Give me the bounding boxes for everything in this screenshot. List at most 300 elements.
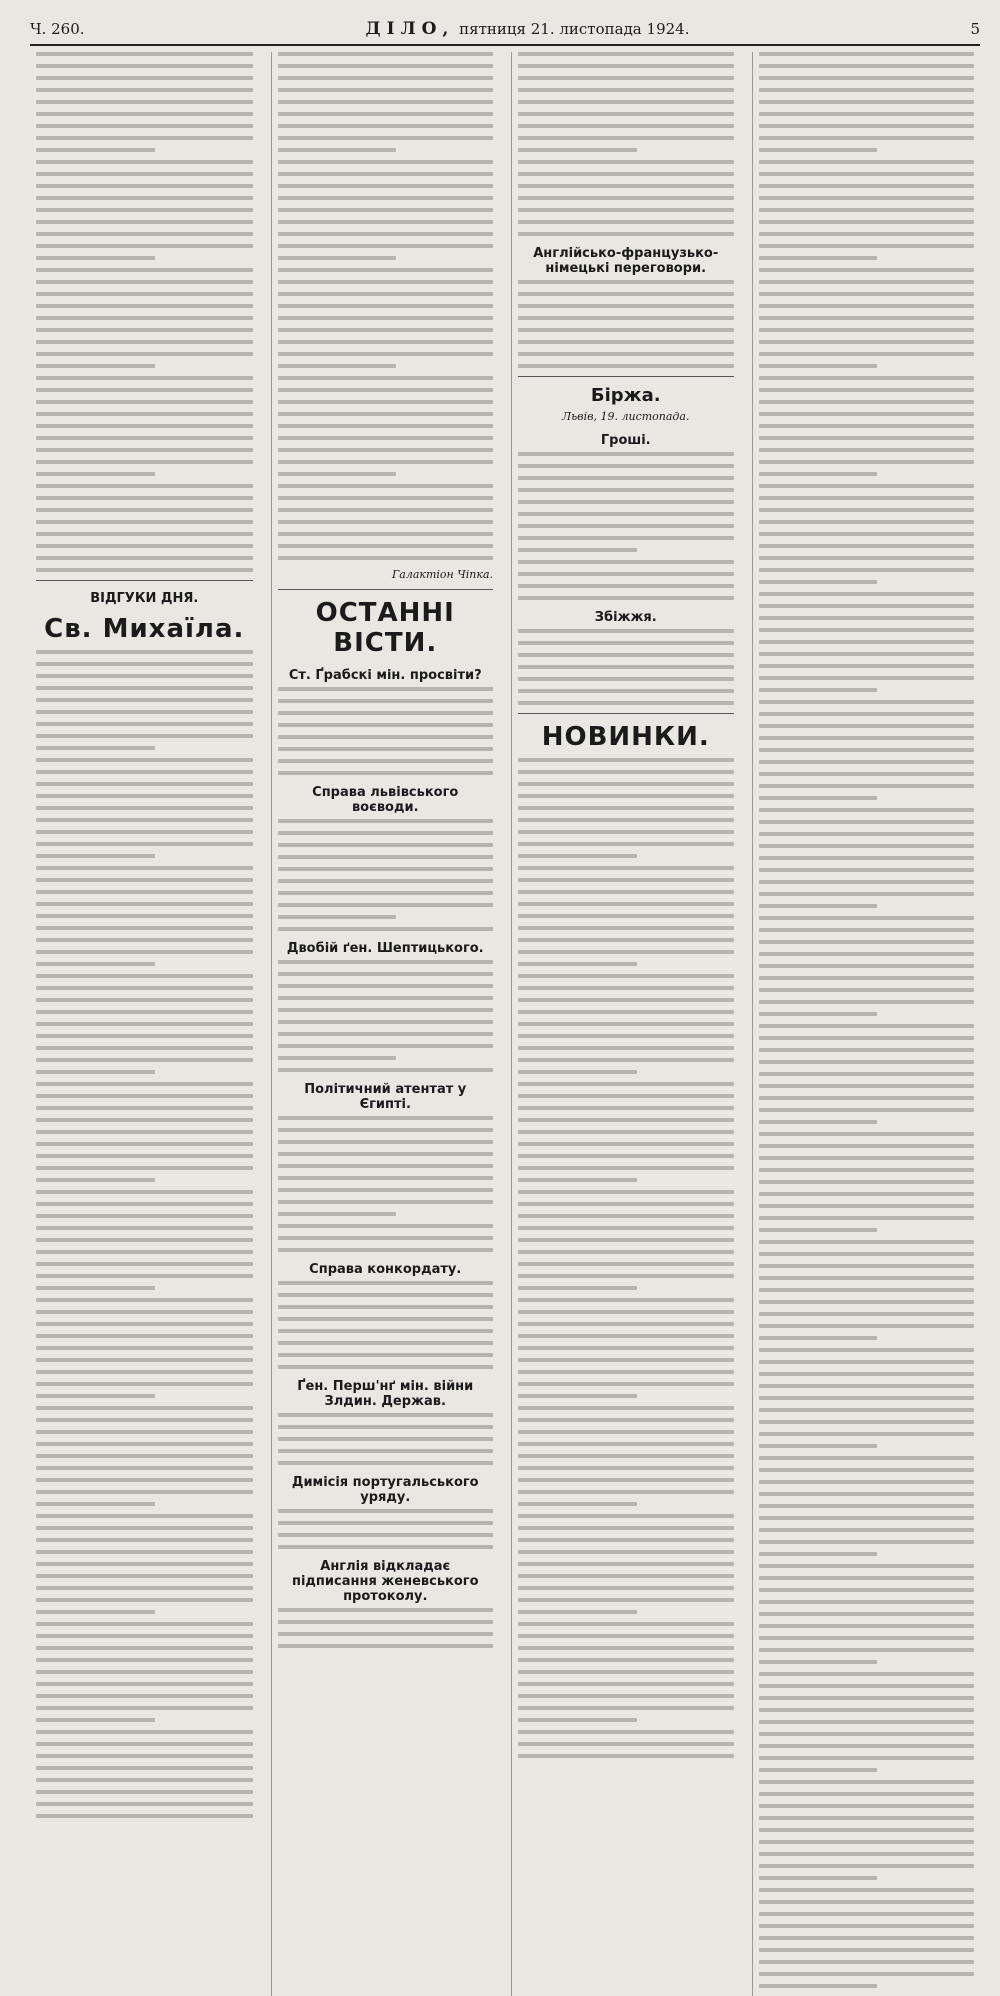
text-line: [518, 1166, 734, 1170]
text-line: [518, 1202, 734, 1206]
text-line: [759, 1468, 975, 1472]
text-line: [278, 1533, 494, 1537]
text-line: [518, 208, 734, 212]
text-line: [518, 1574, 734, 1578]
text-line: [518, 677, 734, 681]
text-line: [759, 748, 975, 752]
text-line: [278, 448, 494, 452]
text-line: [759, 1672, 975, 1676]
text-line: [759, 820, 975, 824]
text-line: [36, 292, 253, 296]
text-line: [518, 842, 734, 846]
text-line: [36, 1298, 253, 1302]
text-line: [759, 1528, 975, 1532]
text-line: [36, 1226, 253, 1230]
text-line: [278, 1353, 494, 1357]
text-line: [759, 1972, 975, 1976]
text-line: [759, 1876, 878, 1880]
text-line: [278, 484, 494, 488]
text-line: [518, 1478, 734, 1482]
text-line: [518, 1454, 734, 1458]
text-line: [36, 1550, 253, 1554]
text-line: [518, 782, 734, 786]
text-line: [36, 794, 253, 798]
text-line: [759, 1900, 975, 1904]
text-line: [759, 1564, 975, 1568]
text-line: [278, 1341, 494, 1345]
text-line: [36, 1682, 253, 1686]
text-line: [759, 1060, 975, 1064]
text-line: [518, 1406, 734, 1410]
section-heading: НОВИНКИ.: [541, 722, 710, 752]
text-line: [278, 112, 494, 116]
text-line: [518, 1310, 734, 1314]
text-line: [278, 1224, 494, 1228]
text-line: [278, 196, 494, 200]
text-line: [278, 1425, 494, 1429]
article-body: [278, 960, 494, 1072]
text-line: [759, 64, 975, 68]
text-line: [278, 1008, 494, 1012]
sub-heading: Збіжжя.: [594, 610, 657, 625]
text-line: [759, 892, 975, 896]
text-line: [759, 280, 975, 284]
text-line: [759, 1300, 975, 1304]
text-line: [518, 64, 734, 68]
text-line: [36, 184, 253, 188]
text-line: [278, 1449, 494, 1453]
text-line: [36, 1790, 253, 1794]
text-line: [759, 472, 878, 476]
text-line: [278, 915, 397, 919]
text-line: [36, 1718, 155, 1722]
text-line: [36, 722, 253, 726]
text-line: [36, 1262, 253, 1266]
text-line: [759, 988, 975, 992]
text-line: [518, 88, 734, 92]
text-line: [518, 653, 734, 657]
text-line: [278, 352, 494, 356]
text-line: [759, 1120, 878, 1124]
text-line: [759, 1828, 975, 1832]
text-line: [518, 512, 734, 516]
text-line: [36, 1730, 253, 1734]
text-line: [759, 1456, 975, 1460]
text-line: [759, 1576, 975, 1580]
text-line: [36, 448, 253, 452]
text-line: [759, 328, 975, 332]
section-heading: ОСТАННІ ВІСТИ.: [315, 598, 455, 658]
text-line: [759, 1168, 975, 1172]
text-line: [759, 412, 975, 416]
text-line: [36, 304, 253, 308]
text-line: [518, 304, 734, 308]
text-line: [278, 148, 397, 152]
text-line: [759, 1624, 975, 1628]
text-line: [759, 760, 975, 764]
article-body: [278, 1413, 494, 1465]
text-line: [278, 1176, 494, 1180]
text-line: [36, 1754, 253, 1758]
text-line: [759, 1504, 975, 1508]
text-line: [759, 340, 975, 344]
text-line: [278, 1068, 494, 1072]
text-line: [518, 866, 734, 870]
text-line: [518, 1634, 734, 1638]
text-line: [278, 1545, 494, 1549]
text-line: [36, 1418, 253, 1422]
text-line: [759, 424, 975, 428]
text-line: [518, 584, 734, 588]
text-line: [36, 902, 253, 906]
text-line: [759, 1048, 975, 1052]
text-line: [759, 1036, 975, 1040]
article-body: [278, 819, 494, 931]
text-line: [518, 962, 637, 966]
article-heading: Англійсько-французько-німецькі переговори.: [533, 246, 719, 276]
text-line: [759, 1360, 975, 1364]
text-line: [518, 1022, 734, 1026]
text-line: [759, 1600, 975, 1604]
text-line: [36, 890, 253, 894]
text-line: [278, 520, 494, 524]
text-line: [518, 701, 734, 705]
text-line: [278, 532, 494, 536]
text-line: [759, 76, 975, 80]
article-body: [518, 52, 734, 236]
text-line: [759, 676, 975, 680]
text-line: [518, 452, 734, 456]
article-body: [518, 452, 734, 600]
text-line: [36, 1394, 155, 1398]
text-line: [278, 867, 494, 871]
text-line: [518, 1034, 734, 1038]
text-line: [36, 1046, 253, 1050]
text-line: [759, 628, 975, 632]
text-line: [518, 364, 734, 368]
article-body: [518, 280, 734, 368]
text-line: [36, 1598, 253, 1602]
text-line: [278, 996, 494, 1000]
text-line: [278, 960, 494, 964]
article-body: [278, 52, 494, 560]
text-line: [518, 1514, 734, 1518]
text-line: [278, 1140, 494, 1144]
text-line: [36, 136, 253, 140]
text-line: [518, 1082, 734, 1086]
text-line: [36, 746, 155, 750]
text-line: [518, 76, 734, 80]
text-line: [36, 1130, 253, 1134]
signature: Галактіон Чіпка.: [391, 568, 493, 581]
text-line: [759, 916, 975, 920]
text-line: [278, 855, 494, 859]
text-line: [759, 88, 975, 92]
text-line: [278, 1305, 494, 1309]
text-line: [759, 520, 975, 524]
text-line: [278, 304, 494, 308]
text-line: [278, 819, 494, 823]
text-line: [759, 1396, 975, 1400]
article-body: [278, 1509, 494, 1549]
text-line: [518, 1058, 734, 1062]
text-line: [518, 1118, 734, 1122]
text-line: [36, 1814, 253, 1818]
text-line: [278, 927, 494, 931]
text-line: [36, 1742, 253, 1746]
text-line: [518, 1598, 734, 1602]
text-line: [278, 903, 494, 907]
text-line: [759, 1348, 975, 1352]
text-line: [518, 1562, 734, 1566]
text-line: [36, 1106, 253, 1110]
text-line: [36, 1250, 253, 1254]
text-line: [759, 316, 975, 320]
text-line: [759, 148, 878, 152]
text-line: [759, 1012, 878, 1016]
text-line: [759, 928, 975, 932]
text-line: [759, 1384, 975, 1388]
text-line: [759, 964, 975, 968]
text-line: [759, 1864, 975, 1868]
text-line: [36, 1706, 253, 1710]
text-line: [36, 1202, 253, 1206]
text-line: [759, 268, 975, 272]
text-line: [36, 208, 253, 212]
text-line: [518, 1358, 734, 1362]
text-line: [36, 1082, 253, 1086]
text-line: [36, 854, 155, 858]
text-line: [36, 1382, 253, 1386]
text-line: [518, 806, 734, 810]
text-line: [518, 1130, 734, 1134]
column-1: [30, 52, 259, 1996]
text-line: [518, 352, 734, 356]
text-line: [759, 1792, 975, 1796]
text-line: [518, 184, 734, 188]
text-line: [759, 112, 975, 116]
text-line: [36, 568, 253, 572]
text-line: [518, 794, 734, 798]
text-line: [518, 328, 734, 332]
text-line: [278, 340, 494, 344]
text-line: [36, 1586, 253, 1590]
text-line: [759, 1228, 878, 1232]
text-line: [278, 759, 494, 763]
text-line: [518, 1706, 734, 1710]
text-line: [278, 100, 494, 104]
text-line: [36, 532, 253, 536]
text-line: [759, 1000, 975, 1004]
text-line: [518, 1682, 734, 1686]
text-line: [518, 220, 734, 224]
text-line: [518, 689, 734, 693]
text-line: [518, 112, 734, 116]
text-line: [518, 830, 734, 834]
text-line: [36, 1190, 253, 1194]
text-line: [518, 1670, 734, 1674]
text-line: [36, 100, 253, 104]
text-line: [36, 842, 253, 846]
text-line: [278, 496, 494, 500]
text-line: [759, 304, 975, 308]
text-line: [36, 544, 253, 548]
text-line: [278, 771, 494, 775]
text-line: [278, 735, 494, 739]
text-line: [36, 1694, 253, 1698]
text-line: [518, 160, 734, 164]
text-line: [278, 160, 494, 164]
text-line: [518, 124, 734, 128]
text-line: [759, 100, 975, 104]
text-line: [759, 568, 975, 572]
text-line: [36, 770, 253, 774]
text-line: [36, 1670, 253, 1674]
sub-heading: Гроші.: [600, 433, 651, 448]
text-line: [36, 1490, 253, 1494]
text-line: [759, 1264, 975, 1268]
article-body: [518, 758, 734, 1758]
text-line: [36, 1514, 253, 1518]
text-line: [518, 878, 734, 882]
text-line: [36, 472, 155, 476]
text-line: [759, 1588, 975, 1592]
text-line: [759, 1744, 975, 1748]
article-body: [36, 650, 253, 1818]
article-body: [278, 1608, 494, 1648]
text-line: [759, 208, 975, 212]
text-line: [759, 1852, 975, 1856]
text-line: [278, 1212, 397, 1216]
text-line: [36, 1094, 253, 1098]
text-line: [278, 1044, 494, 1048]
text-line: [518, 572, 734, 576]
paper-title: ДІЛО,: [365, 19, 455, 39]
text-line: [518, 1754, 734, 1758]
text-line: [759, 1840, 975, 1844]
text-line: [759, 1732, 975, 1736]
page-number: 5: [970, 20, 980, 38]
text-line: [278, 556, 494, 560]
text-line: [278, 136, 494, 140]
text-line: [759, 616, 975, 620]
text-line: [759, 652, 975, 656]
text-line: [36, 1154, 253, 1158]
text-line: [36, 1310, 253, 1314]
text-line: [518, 1262, 734, 1266]
text-line: [278, 1200, 494, 1204]
text-line: [36, 520, 253, 524]
text-line: [759, 1924, 975, 1928]
text-line: [278, 472, 397, 476]
text-line: [36, 1334, 253, 1338]
text-line: [759, 1960, 975, 1964]
text-line: [36, 88, 253, 92]
text-line: [278, 1281, 494, 1285]
text-line: [759, 1804, 975, 1808]
masthead: [30, 14, 980, 46]
text-line: [36, 1466, 253, 1470]
text-line: [278, 1293, 494, 1297]
text-line: [518, 1418, 734, 1422]
text-line: [518, 1070, 637, 1074]
text-line: [759, 292, 975, 296]
text-line: [36, 1610, 155, 1614]
text-line: [278, 1413, 494, 1417]
text-line: [518, 902, 734, 906]
text-line: [36, 758, 253, 762]
text-line: [36, 124, 253, 128]
text-line: [759, 1636, 975, 1640]
text-line: [759, 484, 975, 488]
text-line: [759, 1108, 975, 1112]
text-line: [759, 664, 975, 668]
text-line: [759, 592, 975, 596]
text-line: [518, 1094, 734, 1098]
text-line: [518, 596, 734, 600]
text-line: [36, 340, 253, 344]
article-heading: Димісія португальського уряду.: [291, 1475, 479, 1505]
text-line: [518, 524, 734, 528]
text-line: [278, 699, 494, 703]
text-line: [759, 532, 975, 536]
text-line: [36, 244, 253, 248]
text-line: [36, 1766, 253, 1770]
text-line: [759, 1492, 975, 1496]
text-line: [759, 1204, 975, 1208]
text-line: [36, 926, 253, 930]
text-line: [518, 1178, 637, 1182]
text-line: [278, 328, 494, 332]
text-line: [759, 1708, 975, 1712]
text-line: [36, 938, 253, 942]
text-line: [278, 891, 494, 895]
article-body: [278, 1281, 494, 1369]
text-line: [759, 400, 975, 404]
text-line: [36, 496, 253, 500]
article-heading: Політичний атентат у Єгипті.: [304, 1082, 467, 1112]
text-line: [36, 1118, 253, 1122]
text-line: [518, 1394, 637, 1398]
text-line: [36, 734, 253, 738]
text-line: [518, 232, 734, 236]
text-line: [759, 508, 975, 512]
text-line: [759, 856, 975, 860]
text-line: [759, 1480, 975, 1484]
text-line: [759, 1912, 975, 1916]
text-line: [278, 843, 494, 847]
text-line: [278, 88, 494, 92]
article-heading: Двобій ґен. Шептицького.: [286, 941, 484, 956]
text-line: [278, 1509, 494, 1513]
text-line: [278, 1365, 494, 1369]
text-line: [759, 1612, 975, 1616]
text-line: [278, 52, 494, 56]
text-line: [518, 1010, 734, 1014]
text-line: [518, 641, 734, 645]
text-line: [759, 436, 975, 440]
text-line: [36, 818, 253, 822]
text-line: [759, 1336, 878, 1340]
text-line: [278, 280, 494, 284]
article-heading: Англія відкладає підписання женевського протоколу.: [291, 1559, 479, 1604]
text-line: [518, 1154, 734, 1158]
text-line: [36, 220, 253, 224]
text-line: [518, 196, 734, 200]
text-line: [36, 1778, 253, 1782]
text-line: [759, 364, 878, 368]
text-line: [518, 974, 734, 978]
